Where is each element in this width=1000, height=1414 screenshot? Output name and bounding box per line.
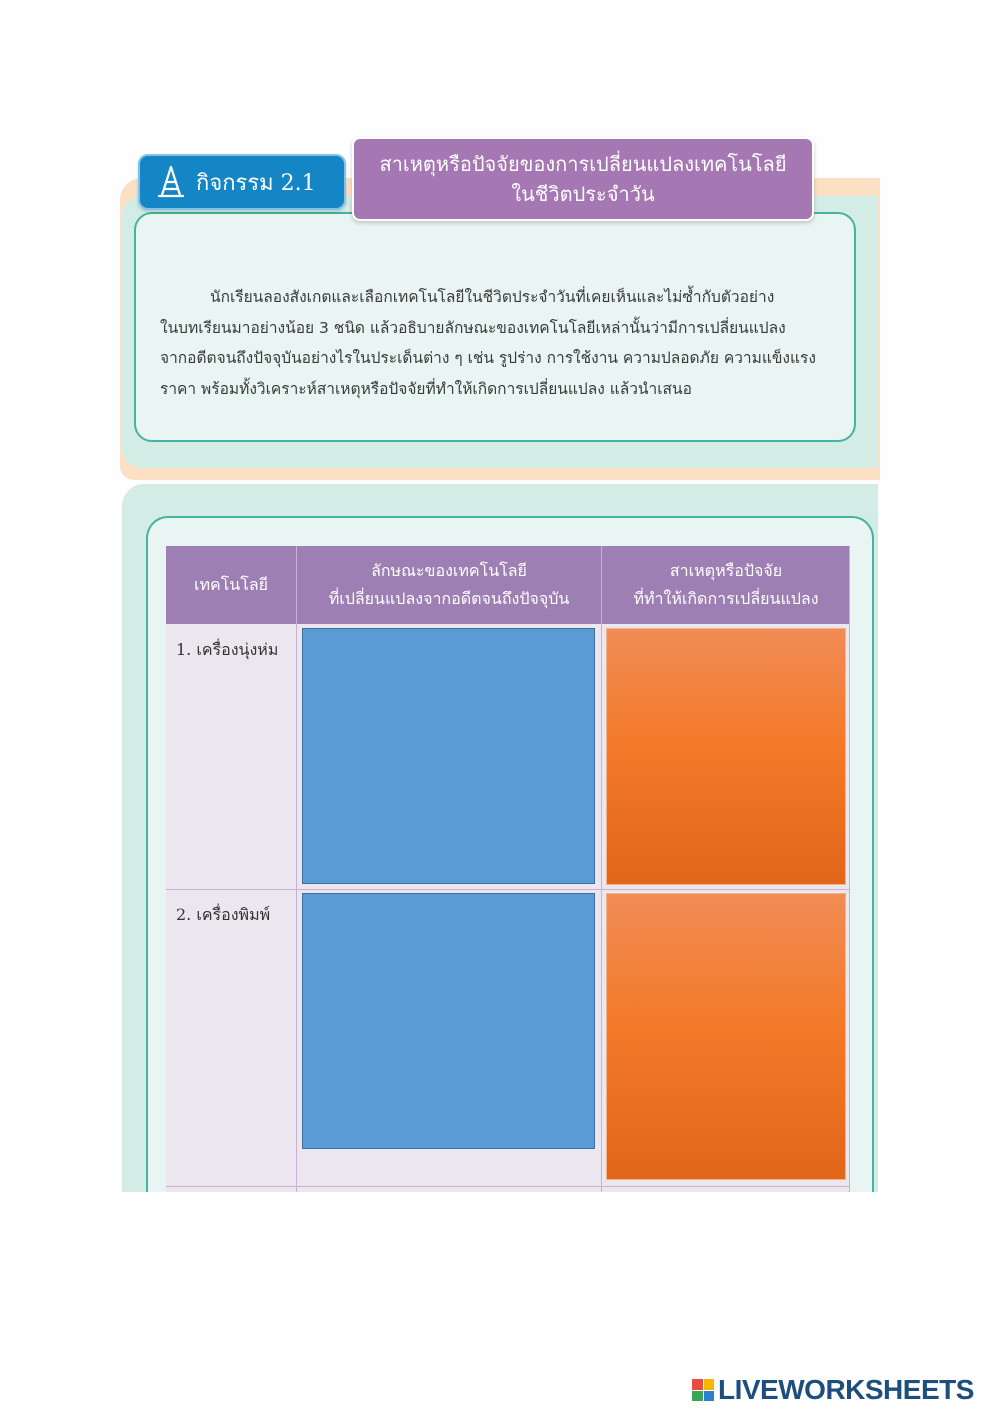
characteristics-answer-box[interactable] xyxy=(302,893,595,1149)
row-label-printer: 2. เครื่องพิมพ์ xyxy=(176,905,271,924)
activity-topic xyxy=(352,137,814,221)
liveworksheets-logo xyxy=(692,1374,974,1406)
header-characteristics xyxy=(297,546,601,624)
instructions-line: ราคา พร้อมทั้งวิเคราะห์สาเหตุหรือปัจจัยที่ทำให้เกิดการเปลี่ยนแปลง แล้วนำเสนอ xyxy=(160,379,692,398)
logo-text: LIVEWORKSHEETS xyxy=(718,1374,974,1405)
logo-icon xyxy=(692,1379,714,1401)
causes-answer-box[interactable] xyxy=(606,628,846,885)
row-divider xyxy=(166,1186,850,1187)
causes-answer-box[interactable] xyxy=(606,893,846,1180)
header-causes-line-2: ที่ทำให้เกิดการเปลี่ยนแปลง xyxy=(633,589,819,608)
header-technology-label: เทคโนโลยี xyxy=(193,575,269,594)
row-divider xyxy=(166,889,850,890)
instructions-line: ในบทเรียนมาอย่างน้อย 3 ชนิด แล้วอธิบายลักษณะของเทคโนโลยีเหล่านั้นว่ามีการเปลี่ยนแปลง xyxy=(160,318,786,337)
column-divider xyxy=(296,546,297,1192)
topic-line-2: ในชีวิตประจำวัน xyxy=(511,182,655,206)
header-causes-line-1: สาเหตุหรือปัจจัย xyxy=(669,561,783,580)
activity-number: กิจกรรม 2.1 xyxy=(196,170,316,196)
topic-line-1: สาเหตุหรือปัจจัยของการเปลี่ยนแปลงเทคโนโลยี xyxy=(379,152,787,176)
page-cut xyxy=(110,1192,890,1222)
instructions-text xyxy=(160,282,832,404)
header-causes xyxy=(602,546,850,624)
row-label-clothing: 1. เครื่องนุ่งห่ม xyxy=(176,640,279,659)
column-divider xyxy=(601,546,602,1192)
activity-badge xyxy=(138,154,346,210)
column-divider xyxy=(849,546,850,1192)
characteristics-answer-box[interactable] xyxy=(302,628,595,884)
header-technology xyxy=(166,546,296,624)
header-characteristics-line-2: ที่เปลี่ยนแปลงจากอดีตจนถึงปัจจุบัน xyxy=(328,589,570,608)
instructions-line: นักเรียนลองสังเกตและเลือกเทคโนโลยีในชีวิตประจำวันที่เคยเห็นและไม่ซ้ำกับตัวอย่าง xyxy=(210,288,775,306)
header-characteristics-line-1: ลักษณะของเทคโนโลยี xyxy=(371,561,527,580)
tower-icon xyxy=(156,165,186,199)
instructions-line: จากอดีตจนถึงปัจจุบันอย่างไรในประเด็นต่าง ๆ เช่น รูปร่าง การใช้งาน ความปลอดภัย ความแข็งแรง xyxy=(160,349,816,367)
